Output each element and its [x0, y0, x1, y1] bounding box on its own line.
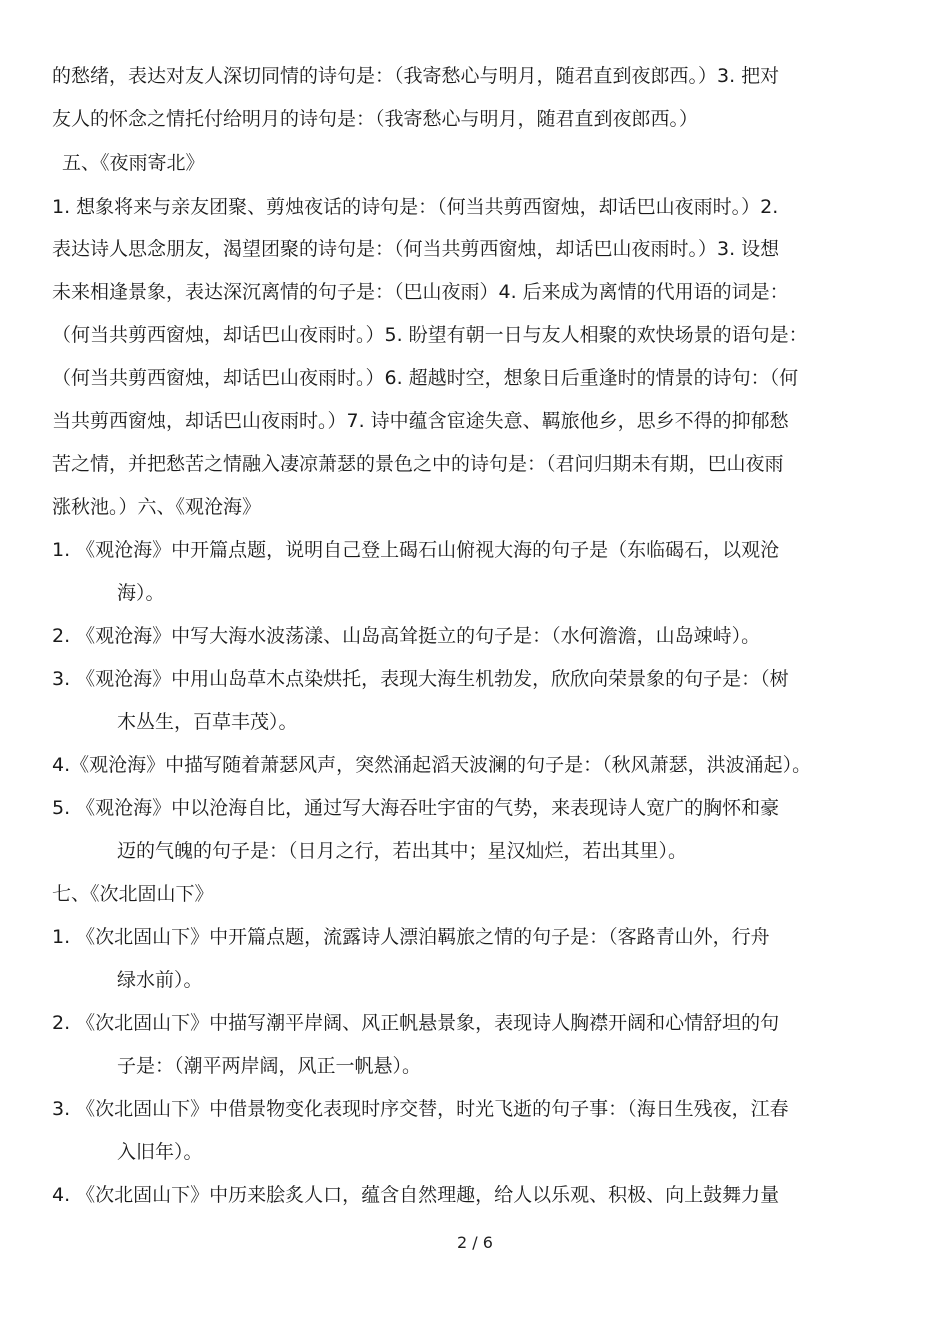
list-item: 1. 《次北固山下》中开篇点题，流露诗人漂泊羁旅之情的句子是：（客路青山外，行舟	[52, 926, 770, 948]
list-item: 4. 《次北固山下》中历来脍炙人口，蕴含自然理趣，给人以乐观、积极、向上鼓舞力量	[52, 1184, 780, 1206]
list-item: 4.《观沧海》中描写随着萧瑟风声，突然涌起滔天波澜的句子是：（秋风萧瑟，洪波涌起）。	[52, 754, 812, 776]
list-item-continuation: 迈的气魄的句子是：（日月之行，若出其中；星汉灿烂，若出其里）。	[117, 840, 688, 862]
list-item-continuation: 绿水前）。	[117, 969, 203, 991]
text-line: 友人的怀念之情托付给明月的诗句是：（我寄愁心与明月，随君直到夜郎西。）	[52, 108, 699, 130]
list-item-continuation: 入旧年）。	[117, 1141, 203, 1163]
list-item: 3. 《观沧海》中用山岛草木点染烘托，表现大海生机勃发，欣欣向荣景象的句子是：（树	[52, 668, 789, 690]
list-item: 3. 《次北固山下》中借景物变化表现时序交替，时光飞逝的句子事：（海日生残夜，江春	[52, 1098, 789, 1120]
section-heading: 七、《次北固山下》	[52, 883, 214, 905]
text-line: 的愁绪，表达对友人深切同情的诗句是：（我寄愁心与明月，随君直到夜郎西。）3. 把对	[52, 65, 780, 87]
list-item-continuation: 木丛生，百草丰茂）。	[117, 711, 298, 733]
list-item: 1. 《观沧海》中开篇点题，说明自己登上碣石山俯视大海的句子是（东临碣石，以观沧	[52, 539, 780, 561]
text-line: 未来相逢景象，表达深沉离情的句子是：（巴山夜雨）4. 后来成为离情的代用语的词是：	[52, 281, 789, 303]
page-number: 2 / 6	[457, 1233, 493, 1252]
list-item: 2. 《观沧海》中写大海水波荡漾、山岛高耸挺立的句子是：（水何澹澹，山岛竦峙）。	[52, 625, 761, 647]
section-heading: 五、《夜雨寄北》	[62, 152, 205, 174]
text-line: 涨秋池。）六、《观沧海》	[52, 496, 262, 518]
text-line: （何当共剪西窗烛，却话巴山夜雨时。）5. 盼望有朝一日与友人相聚的欢快场景的语句是：	[52, 324, 808, 346]
list-item: 5. 《观沧海》中以沧海自比，通过写大海吞吐宇宙的气势，来表现诗人宽广的胸怀和豪	[52, 797, 780, 819]
text-line: 表达诗人思念朋友，渴望团聚的诗句是：（何当共剪西窗烛，却话巴山夜雨时。）3. 设想	[52, 238, 780, 260]
text-line: （何当共剪西窗烛，却话巴山夜雨时。）6. 超越时空，想象日后重逢时的情景的诗句：（何	[52, 367, 799, 389]
list-item-continuation: 子是：（潮平两岸阔，风正一帆悬）。	[117, 1055, 422, 1077]
text-line: 1. 想象将来与亲友团聚、剪烛夜话的诗句是：（何当共剪西窗烛，却话巴山夜雨时。）2.	[52, 196, 779, 218]
text-line: 苦之情，并把愁苦之情融入凄凉萧瑟的景色之中的诗句是：（君问归期未有期，巴山夜雨	[52, 453, 784, 475]
list-item: 2. 《次北固山下》中描写潮平岸阔、风正帆悬景象，表现诗人胸襟开阔和心情舒坦的句	[52, 1012, 780, 1034]
list-item-continuation: 海）。	[117, 582, 165, 604]
text-line: 当共剪西窗烛，却话巴山夜雨时。）7. 诗中蕴含宦途失意、羁旅他乡，思乡不得的抑郁愁	[52, 410, 789, 432]
